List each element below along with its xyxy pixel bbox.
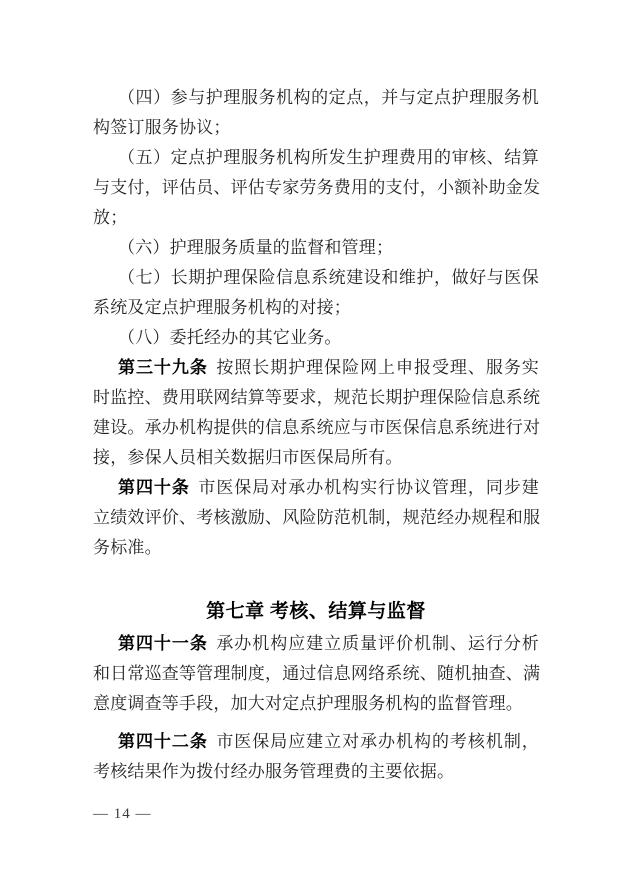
text-line: 和日常巡查等管理制度，通过信息网络系统、随机抽查、满 <box>93 664 541 683</box>
article-number: 第三十九条 <box>118 358 208 377</box>
article-number: 第四十条 <box>118 478 190 497</box>
text-line: 意度调查等手段，加大对定点护理服务机构的监督管理。 <box>93 694 523 713</box>
text-line: 立绩效评价、考核激励、风险防范机制，规范经办规程和服 <box>93 508 541 527</box>
text-line: 构签订服务协议； <box>93 118 231 137</box>
text-line: 第四十条 市医保局对承办机构实行协议管理，同步建 <box>118 478 539 497</box>
text-line: 考核结果作为拨付经办服务管理费的主要依据。 <box>93 762 455 781</box>
text-line: 接，参保人员相关数据归市医保局所有。 <box>93 448 403 467</box>
text-line: 建设。承办机构提供的信息系统应与市医保信息系统进行对 <box>93 418 541 437</box>
text-line: 放； <box>93 208 128 227</box>
text-line: （五）定点护理服务机构所发生护理费用的审核、结算 <box>118 148 539 167</box>
section-article-41 <box>93 629 539 719</box>
text-line: 第四十二条 市医保局应建立对承办机构的考核机制， <box>118 732 539 751</box>
article-number: 第四十一条 <box>118 634 208 653</box>
article-number: 第四十二条 <box>118 732 208 751</box>
section-article-42 <box>93 727 539 787</box>
text-line: （七）长期护理保险信息系统建设和维护，做好与医保 <box>118 268 539 287</box>
text-line: 与支付，评估员、评估专家劳务费用的支付，小额补助金发 <box>93 178 541 197</box>
document-body <box>93 83 539 787</box>
page-number: — 14 — <box>93 806 152 822</box>
chapter-heading: 第七章 考核、结算与监督 <box>206 601 426 622</box>
text-line: 第四十一条 承办机构应建立质量评价机制、运行分析 <box>118 634 539 653</box>
text-line: （八）委托经办的其它业务。 <box>118 328 342 347</box>
text-line: 时监控、费用联网结算等要求，规范长期护理保险信息系统 <box>93 388 541 407</box>
text-line: （六）护理服务质量的监督和管理； <box>118 238 394 257</box>
text-line: 第三十九条 按照长期护理保险网上申报受理、服务实 <box>118 358 539 377</box>
text-line: 务标准。 <box>93 538 162 557</box>
text-line: 系统及定点护理服务机构的对接； <box>93 298 351 317</box>
section-duties-and-articles <box>93 83 539 563</box>
text-line: （四）参与护理服务机构的定点，并与定点护理服务机 <box>118 88 539 107</box>
